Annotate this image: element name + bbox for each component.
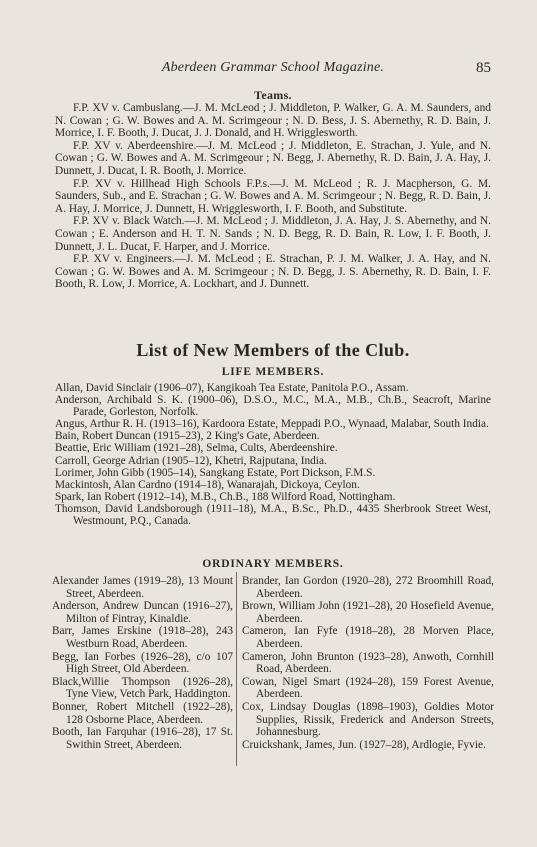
ordinary-members-right-column	[242, 575, 494, 751]
member-entry: Carroll, George Adrian (1905–12), Khetri, Rajputana, India.	[55, 454, 327, 467]
member-entry: Alexander James (1919–28), 13 Mount Street, Aberdeen.	[52, 575, 233, 600]
magazine-title: Aberdeen Grammar School Magazine.	[161, 60, 385, 75]
member-entry: Begg, Ian Forbes (1926–28), c/o 107 High Street, Old Aberdeen.	[52, 650, 233, 676]
page-number: 85	[476, 60, 491, 76]
member-entry: Barr, James Erskine (1918–28), 243 Westburn Road, Aberdeen.	[52, 625, 233, 650]
column-divider	[236, 572, 237, 766]
team-lineup: F.P. XV v. Engineers.—J. M. McLeod ; E. Strachan, P. J. M. Walker, J. A. Hay, and N. Cowan ; G. W. Bowes and A. M. Scrimgeour ; N. D. Begg, J. S. Abernethy, R. D. Bain, I. F. Booth, R. Low, J. Morrice, A. Lockhart, and J. Dunnett.	[55, 253, 491, 291]
teams-heading: Teams.	[254, 88, 292, 102]
member-entry: Black,Willie Thompson (1926–28), Tyne View, Vetch Park, Haddington.	[52, 675, 233, 701]
new-members-title: List of New Members of the Club.	[136, 340, 410, 360]
member-entry: Bonner, Robert Mitchell (1922–28), 128 Osborne Place, Aberdeen.	[52, 700, 233, 726]
member-entry: Cameron, John Brunton (1923–28), Anwoth, Cornhill Road, Aberdeen.	[242, 650, 494, 676]
team-lineup: F.P. XV v. Aberdeenshire.—J. M. McLeod ; J. Middleton, E. Strachan, J. Yule, and N. Cowan ; G. W. Bowes and A. M. Scrimgeour ; N. Begg, J. Abernethy, R. D. Bain, J. A. Hay, J. Dunnett, J. Ducat, I. R. Booth, J. Morrice.	[55, 139, 491, 177]
member-entry: Cowan, Nigel Smart (1924–28), 159 Forest Avenue, Aberdeen.	[242, 675, 494, 701]
member-entry: Anderson, Archibald S. K. (1900–06), D.S.O., M.C., M.A., M.B., Ch.B., Seacroft, Marine Parade, Gorleston, Norfolk.	[55, 394, 491, 419]
team-lineup: F.P. XV v. Cambuslang.—J. M. McLeod ; J. Middleton, P. Walker, G. A. M. Saunders, and N. Cowan ; G. W. Bowes and A. M. Scrimgeour ; N. D. Bess, J. S. Abernethy, R. D. Bain, J. Morrice, I. F. Booth, J. Ducat, J. J. Donald, and H. Wrigglesworth.	[55, 102, 491, 140]
member-entry: Beattie, Eric William (1921–28), Selma, Cults, Aberdeenshire.	[55, 442, 338, 455]
member-entry: Allan, David Sinclair (1906–07), Kangikoah Tea Estate, Panitola P.O., Assam.	[55, 382, 409, 394]
life-members-list	[55, 382, 491, 527]
member-entry: Cameron, Ian Fyfe (1918–28), 28 Morven Place, Aberdeen.	[242, 625, 494, 650]
member-entry: Booth, Ian Farquhar (1916–28), 17 St. Swithin Street, Aberdeen.	[52, 726, 233, 751]
member-entry: Cruickshank, James, Jun. (1927–28), Ardlogie, Fyvie.	[242, 738, 486, 751]
teams-section	[55, 102, 491, 291]
member-entry: Spark, Ian Robert (1912–14), M.B., Ch.B., 188 Wilford Road, Nottingham.	[55, 490, 396, 503]
member-entry: Bain, Robert Duncan (1915–23), 2 King's Gate, Aberdeen.	[55, 430, 320, 443]
member-entry: Anderson, Andrew Duncan (1916–27), Milton of Fintray, Kinaldie.	[52, 600, 233, 625]
member-entry: Brown, William John (1921–28), 20 Hosefield Avenue, Aberdeen.	[242, 600, 494, 625]
team-lineup: F.P. XV v. Hillhead High Schools F.P.s.—J. M. McLeod ; R. J. Macpherson, G. M. Saunders, Sub., and E. Strachan ; G. W. Bowes and A. M. Scrimgeour ; N. Begg, R. D. Bain, J. A. Hay, J. Morrice, J. Dunnett, H. Wrigglesworth, I. F. Booth, and Substitute.	[55, 177, 491, 215]
ordinary-members-heading: ORDINARY MEMBERS.	[202, 558, 344, 570]
member-entry: Cox, Lindsay Douglas (1898–1903), Goldies Motor Supplies, Rissik, Frederick and Anderson Streets, Johannesburg.	[242, 700, 494, 739]
member-entry: Mackintosh, Alan Cardno (1914–18), Wanarajah, Dickoya, Ceylon.	[55, 478, 360, 491]
team-lineup: F.P. XV v. Black Watch.—J. M. McLeod ; J. Middleton, J. A. Hay, J. S. Abernethy, and N. Cowan ; E. Anderson and H. T. N. Sands ; N. D. Begg, R. D. Bain, R. Low, I. F. Booth, J. Dunnett, J. L. Ducat, F. Harper, and J. Morrice.	[55, 215, 491, 253]
member-entry: Lorimer, John Gibb (1905–14), Sangkang Estate, Port Dickson, F.M.S.	[55, 466, 376, 479]
member-entry: Thomson, David Landsborough (1911–18), M.A., B.Sc., Ph.D., 4435 Sherbrook Street West, Westmount, P.Q., Canada.	[55, 502, 491, 528]
member-entry: Angus, Arthur R. H. (1913–16), Kardoora Estate, Meppadi P.O., Wynaad, Malabar, South India.	[55, 418, 489, 431]
running-head	[55, 60, 491, 80]
ordinary-members-left-column	[52, 575, 233, 751]
member-entry: Brander, Ian Gordon (1920–28), 272 Broomhill Road, Aberdeen.	[242, 575, 494, 600]
life-members-heading: LIFE MEMBERS.	[221, 366, 325, 378]
